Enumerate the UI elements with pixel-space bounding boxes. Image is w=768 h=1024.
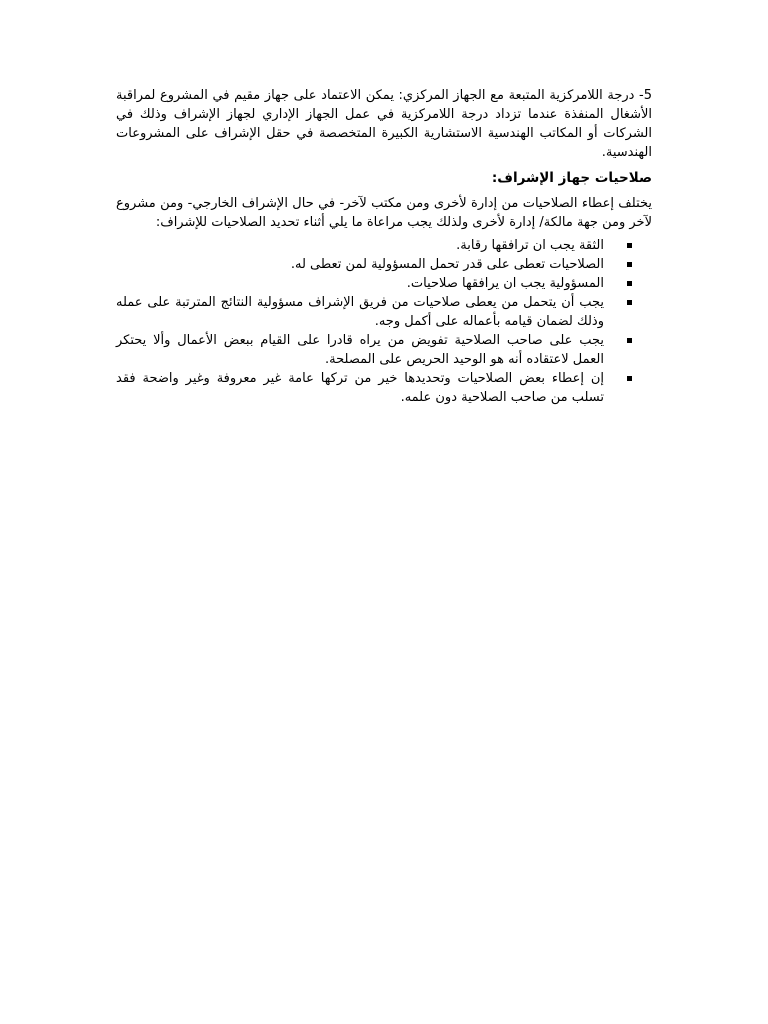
bullet-icon — [627, 262, 632, 267]
list-item-text: الصلاحيات تعطى على قدر تحمل المسؤولية لمن تعطى له. — [290, 257, 604, 272]
list-item-text: المسؤولية يجب ان يرافقها صلاحيات. — [406, 276, 604, 291]
list-item — [116, 274, 604, 293]
document-page — [116, 86, 652, 407]
bullet-list — [116, 236, 652, 407]
bullet-icon — [627, 376, 632, 381]
list-item — [116, 331, 604, 369]
list-item — [116, 369, 604, 407]
list-item — [116, 255, 604, 274]
list-item-text: الثقة يجب ان ترافقها رقابة. — [456, 238, 604, 253]
bullet-icon — [627, 300, 632, 305]
bullet-icon — [627, 281, 632, 286]
list-item — [116, 293, 604, 331]
bullet-icon — [627, 338, 632, 343]
list-item-text: يجب أن يتحمل من يعطى صلاحيات من فريق الإشراف مسؤولية النتائج المترتبة على عمله وذلك لضمان قيامه بأعماله على أكمل وجه. — [116, 295, 604, 329]
list-item — [116, 236, 604, 255]
list-item-text: إن إعطاء بعض الصلاحيات وتحديدها خير من تركها عامة غير معروفة وغير واضحة فقد تسلب من صاحب الصلاحية دون علمه. — [116, 371, 604, 405]
section-paragraph: يختلف إعطاء الصلاحيات من إدارة لأخرى ومن مكتب لآخر- في حال الإشراف الخارجي- ومن مشروع لآخر ومن جهة مالكة/ إدارة لأخرى ولذلك يجب مراعاة ما يلي أثناء تحديد الصلاحيات للإشراف: — [116, 196, 652, 230]
list-item-text: يجب على صاحب الصلاحية تفويض من يراه قادرا على القيام ببعض الأعمال وألا يحتكر العمل لاعتقاده أنه هو الوحيد الحريص على المصلحة. — [116, 333, 604, 367]
intro-paragraph: 5- درجة اللامركزية المتبعة مع الجهاز المركزي: يمكن الاعتماد على جهاز مقيم في المشروع لمراقبة الأشغال المنفذة عندما تزداد درجة اللامركزية في عمل الجهاز الإداري لجهاز الإشراف وذلك في الشركات أو المكاتب الهندسية الاستشارية الكبيرة المتخصصة في حقل الإشراف على المشروعات الهندسية. — [116, 88, 652, 160]
section-heading: صلاحيات جهاز الإشراف: — [491, 170, 652, 186]
bullet-icon — [627, 243, 632, 248]
